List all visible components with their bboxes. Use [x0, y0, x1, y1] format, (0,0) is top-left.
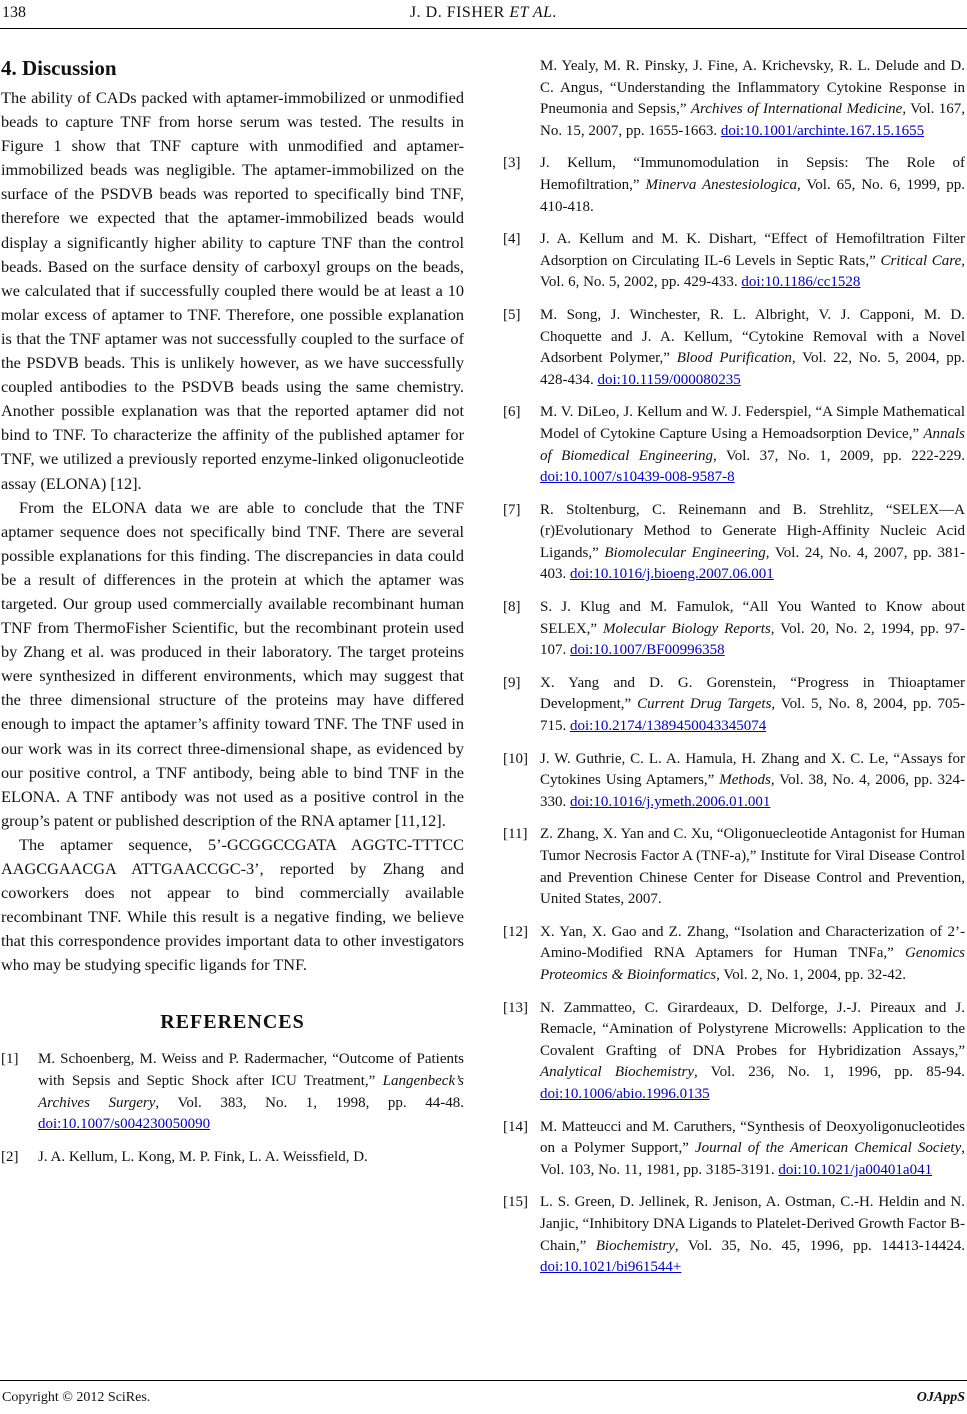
reference-text [38, 1049, 464, 1135]
reference-text [540, 749, 965, 814]
reference-text [540, 998, 965, 1106]
reference-authors-title: L. S. Green, D. Jellinek, R. Jenison, A. Ostman, C.-H. Heldin and N. Janjic, “Inhibitory DNA Ligands to Platelet-Derived Growth Factor B-Chain,” [540, 1194, 965, 1254]
reference-authors-title: J. Kellum, “Immunomodulation in Sepsis: The Role of Hemofiltration,” [540, 155, 965, 193]
journal-abbrev: OJAppS [916, 1390, 965, 1405]
reference-authors-title: X. Yan, X. Gao and Z. Zhang, “Isolation and Characterization of 2’-Amino-Modified RNA Aptamers for Human TNFa,” [540, 923, 965, 962]
reference-text [540, 1117, 965, 1182]
reference-number: [4] [503, 231, 521, 248]
reference-number: [1] [1, 1051, 19, 1068]
reference-item [503, 597, 965, 662]
copyright-notice: Copyright © 2012 SciRes. [2, 1390, 151, 1405]
doi-link[interactable]: doi:10.1006/abio.1996.0135 [540, 1085, 710, 1102]
footer-rule [0, 1380, 967, 1381]
reference-text [540, 597, 965, 662]
reference-text [540, 305, 965, 391]
reference-item [503, 998, 965, 1106]
doi-link[interactable]: doi:10.1001/archinte.167.15.1655 [720, 122, 925, 139]
reference-journal: Annals of Biomedical Engineering [540, 425, 965, 464]
reference-details: , Vol. 24, No. 4, 2007, pp. 381-403. [540, 544, 965, 583]
references-heading: REFERENCES [160, 1011, 305, 1034]
reference-number: [6] [503, 404, 521, 421]
reference-journal: Biochemistry [595, 1237, 675, 1254]
reference-authors-title: J. A. Kellum and M. K. Dishart, “Effect of Hemofiltration Filter Adsorption on Circulating IL-6 Levels in Septic Rats,” [540, 231, 965, 269]
reference-journal: Genomics Proteomics & Bioinformatics [540, 945, 965, 983]
reference-text [540, 500, 965, 586]
reference-authors-title: S. J. Klug and M. Famulok, “All You Wanted to Know about SELEX,” [540, 599, 965, 637]
reference-authors-title: M. Schoenberg, M. Weiss and P. Radermacher, “Outcome of Patients with Sepsis and Septic Shock after ICU Treatment,” [38, 1051, 464, 1090]
doi-link[interactable]: doi:10.1021/bi961544+ [540, 1259, 682, 1276]
reference-details: , Vol. 2, No. 1, 2004, pp. 32-42. [716, 966, 906, 983]
reference-item [1, 1049, 464, 1135]
reference-details: , Vol. 5, No. 8, 2004, pp. 705-715. [540, 696, 966, 735]
reference-item [503, 922, 965, 987]
doi-link[interactable]: doi:10.1159/000080235 [597, 371, 741, 388]
reference-authors-title: J. A. Kellum, L. Kong, M. P. Fink, L. A. Weissfield, D. [38, 1148, 368, 1165]
reference-journal: Biomolecular Engineering [604, 544, 766, 561]
reference-item [503, 56, 965, 142]
reference-text [540, 153, 965, 218]
reference-number: [13] [503, 999, 528, 1016]
reference-number: [14] [503, 1118, 528, 1135]
reference-number: [9] [503, 674, 521, 691]
reference-authors-title: M. Yealy, M. R. Pinsky, J. Fine, A. Krichevsky, R. L. Delude and D. C. Angus, “Understanding the Inflammatory Cytokine Response in Pneumonia and Sepsis,” [540, 58, 965, 118]
reference-details: , Vol. 35, No. 45, 1996, pp. 14413-14424. [674, 1237, 965, 1254]
reference-number: [3] [503, 155, 521, 172]
doi-link[interactable]: doi:10.1007/s004230050090 [38, 1116, 211, 1133]
reference-details: , Vol. 38, No. 4, 2006, pp. 324-330. [540, 772, 965, 810]
reference-number: [10] [503, 750, 528, 767]
reference-authors-title: J. W. Guthrie, C. L. A. Hamula, H. Zhang and X. C. Le, “Assays for Cytokines Using Aptamers,” [540, 750, 965, 789]
reference-details: , Vol. 167, No. 15, 2007, pp. 1655-1663. [540, 101, 965, 139]
running-header [0, 4, 967, 26]
reference-item [503, 1117, 965, 1182]
reference-journal: Journal of the American Chemical Society [695, 1140, 962, 1157]
doi-link[interactable]: doi:10.1007/s10439-008-9587-8 [540, 469, 735, 486]
reference-journal: Archives of International Medicine [690, 101, 903, 118]
reference-authors-title: M. Song, J. Winchester, R. L. Albright, V. J. Capponi, M. D. Choquette and J. A. Kellum, “Cytokine Removal with a Novel Adsorbent Polymer,” [540, 306, 965, 367]
reference-number: [2] [1, 1148, 19, 1165]
reference-details: , Vol. 6, No. 5, 2002, pp. 429-433. [540, 252, 965, 291]
reference-journal: Minerva Anestesiologica [645, 176, 797, 193]
reference-details: , Vol. 236, No. 1, 1996, pp. 85-94. [694, 1064, 966, 1081]
right-column [503, 56, 965, 1290]
doi-link[interactable]: doi:10.1016/j.ymeth.2006.01.001 [570, 793, 771, 810]
section-heading-discussion: 4. Discussion [1, 56, 117, 80]
reference-journal: Critical Care [880, 252, 962, 269]
references-list-right [503, 56, 965, 1279]
references-list-left [1, 1049, 464, 1168]
reference-item [503, 229, 965, 294]
reference-text [540, 922, 965, 987]
reference-number: [7] [503, 501, 521, 518]
reference-details: , Vol. 20, No. 2, 1994, pp. 97-107. [540, 620, 965, 659]
reference-details: , Vol. 22, No. 5, 2004, pp. 428-434. [540, 350, 965, 388]
reference-text [540, 56, 965, 142]
reference-number: [8] [503, 599, 521, 616]
reference-journal: Methods [719, 772, 771, 789]
discussion-paragraph: From the ELONA data we are able to conclude that the TNF aptamer sequence does not specifically bind TNF. There are several possible explanations for this finding. The discrepancies in data could be a result of differences in the protein at which the aptamer was targeted. Our group used commercially available recombinant human TNF from ThermoFisher Scientific, but the recombinant protein used by Zhang et al. was produced in their laboratory. The target proteins were synthesized in different environments, which may suggest that the three dimensional structure of the proteins may have differed enough to impact the aptamer’s affinity toward TNF. The TNF used in our work was in its correct three-dimensional shape, as evidenced by our positive control, a TNF antibody, being able to bind TNF in the ELONA. A TNF antibody was not used as a positive control in the group’s patent or published description of the RNA aptamer [11,12]. [1, 497, 464, 830]
reference-journal: Current Drug Targets [637, 696, 772, 713]
reference-text [540, 1192, 965, 1278]
reference-item [503, 305, 965, 391]
reference-text [540, 402, 965, 488]
doi-link[interactable]: doi:10.1021/ja00401a041 [778, 1161, 933, 1178]
reference-item [503, 500, 965, 586]
discussion-paragraph: The aptamer sequence, 5’-GCGGCCGATA AGGTC-TTTCC AAGCGAACGA ATTGAACCGC-3’, reported by Zhang and coworkers does not appear to bind commercially available recombinant TNF. While this result is a negative finding, we believe that this correspondence provides important data to other investigators who may be studying specific ligands for TNF. [1, 834, 464, 975]
running-title: J. D. FISHER ET AL. [409, 4, 558, 21]
reference-authors-title: X. Yang and D. G. Gorenstein, “Progress in Thioaptamer Development,” [540, 674, 965, 713]
reference-number: [5] [503, 306, 521, 323]
reference-details: , Vol. 383, No. 1, 1998, pp. 44-48. [155, 1094, 464, 1111]
reference-authors-title: M. Matteucci and M. Caruthers, “Synthesis of Deoxyoligonucleotides on a Polymer Support,” [540, 1118, 965, 1157]
reference-number: [15] [503, 1194, 528, 1211]
reference-journal: Analytical Biochemistry [540, 1064, 694, 1081]
reference-details: , Vol. 37, No. 1, 2009, pp. 222-229. [712, 447, 965, 464]
reference-number [503, 56, 540, 142]
reference-authors-title: R. Stoltenburg, C. Reinemann and B. Strehlitz, “SELEX—A (r)Evolutionary Method to Generate High-Affinity Nucleic Acid Ligands,” [540, 501, 965, 561]
reference-details: , Vol. 103, No. 11, 1981, pp. 3185-3191. [540, 1140, 965, 1178]
reference-item [503, 749, 965, 814]
discussion-paragraph: The ability of CADs packed with aptamer-immobilized or unmodified beads to capture TNF from horse serum was tested. The results in Figure 1 show that TNF capture with unmodified and aptamer-immobilized beads was negligible. The aptamer-immobilized on the surface of the PSDVB beads was reported to specifically bind TNF, therefore we expected that the aptamer-immobilized beads would display a significantly higher ability to capture TNF than the control beads. Based on the surface density of carboxyl groups on the beads, we calculated that if successfully coupled there would be at least a 10 molar excess of aptamer to TNF. Therefore, one possible explanation is that the TNF aptamer was not successfully coupled to the surface of the PSDVB beads. This is unlikely however, as we have successfully coupled antibodies to the PSDVB beads using the same chemistry. Another possible explanation was that the reported aptamer did not bind to TNF. To characterize the affinity of the published aptamer for TNF, we utilized a previously reported enzyme-linked oligonucleotide assay (ELONA) [12]. [1, 88, 464, 493]
reference-journal: Blood Purification [676, 350, 792, 367]
reference-authors-title: N. Zammatteo, C. Girardeaux, D. Delforge, J.-J. Pireaux and J. Remacle, “Amination of Polystyrene Microwells: Application to the Covalent Grafting of DNA Probes for Hybridization Assays,” [540, 999, 965, 1059]
reference-authors-title: M. V. DiLeo, J. Kellum and W. J. Federspiel, “A Simple Mathematical Model of Cytokine Capture Using a Hemoadsorption Device,” [540, 404, 965, 442]
doi-link[interactable]: doi:10.2174/1389450043345074 [570, 718, 767, 735]
reference-item [503, 1192, 965, 1278]
reference-item [503, 673, 965, 738]
page-number: 138 [2, 4, 26, 21]
reference-text [540, 229, 965, 294]
doi-link[interactable]: doi:10.1186/cc1528 [741, 274, 861, 291]
doi-link[interactable]: doi:10.1016/j.bioeng.2007.06.001 [570, 566, 774, 583]
doi-link[interactable]: doi:10.1007/BF00996358 [570, 642, 725, 659]
reference-authors-title: Z. Zhang, X. Yan and C. Xu, “Oligonuecleotide Antagonist for Human Tumor Necrosis Factor A (TNF-a),” Institute for Viral Disease Control and Prevention Chinese Center for Disease Control and Prevention, United States, 2007. [540, 826, 965, 908]
reference-number: [11] [503, 826, 528, 843]
reference-item [503, 824, 965, 910]
reference-item [503, 402, 965, 488]
reference-text [540, 824, 965, 910]
reference-text [540, 673, 965, 738]
reference-number: [12] [503, 923, 528, 940]
reference-item [503, 153, 965, 218]
reference-text [38, 1147, 464, 1169]
left-column [1, 50, 464, 1179]
reference-journal: Molecular Biology Reports [603, 620, 771, 637]
header-rule [0, 28, 967, 29]
reference-journal: Langenbeck’s Archives Surgery [38, 1073, 464, 1111]
reference-item [1, 1147, 464, 1169]
reference-details: , Vol. 65, No. 6, 1999, pp. 410-418. [540, 176, 965, 215]
